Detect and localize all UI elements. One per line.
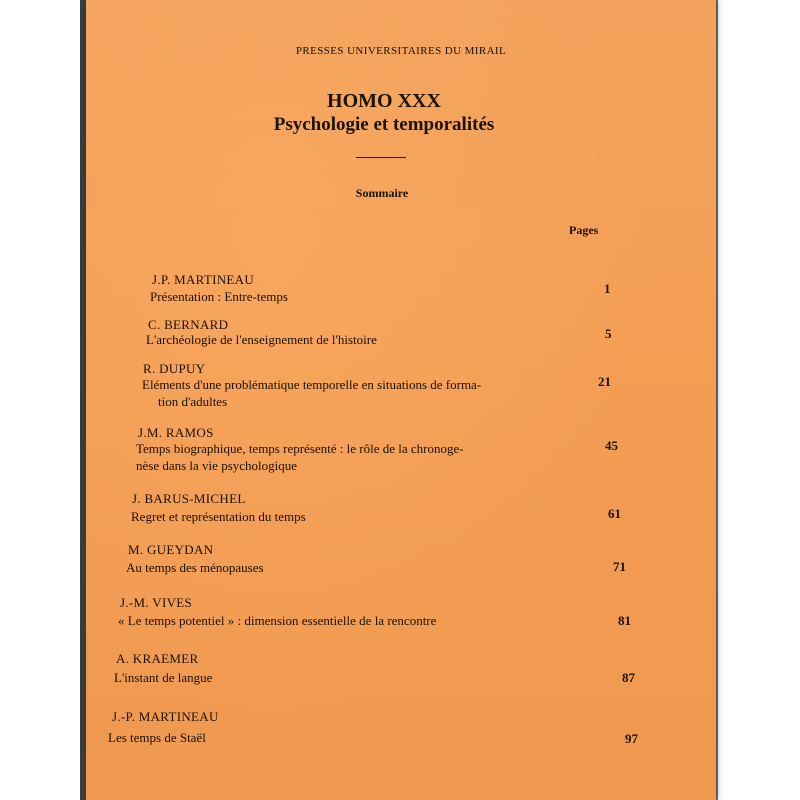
entry-title: L'instant de langue [114, 670, 213, 685]
entry-author: J.P. MARTINEAU [152, 272, 255, 287]
entry-title: Temps biographique, temps représenté : le rôle de la chronoge- [136, 441, 464, 456]
entry-author: M. GUEYDAN [128, 542, 214, 557]
document-page [86, 0, 716, 800]
entry-author: J.-M. VIVES [120, 595, 193, 610]
entry-author: J.-P. MARTINEAU [112, 709, 219, 724]
volume-title: HOMO XXX [327, 90, 441, 112]
contents-heading: Sommaire [355, 186, 409, 200]
entry-page-number: 1 [604, 281, 611, 296]
entry-title-continuation: nèse dans la vie psychologique [136, 458, 298, 473]
entry-author: C. BERNARD [148, 317, 229, 332]
entry-title: Au temps des ménopauses [126, 560, 264, 575]
entry-title: Eléments d'une problématique temporelle en situations de forma- [142, 377, 482, 392]
entry-page-number: 61 [608, 506, 621, 521]
entry-author: J.M. RAMOS [138, 425, 214, 440]
entry-page-number: 5 [605, 326, 612, 341]
entry-title: Les temps de Staël [108, 730, 206, 745]
entry-author: R. DUPUY [143, 361, 206, 376]
volume-subtitle: Psychologie et temporalités [273, 114, 495, 135]
entry-title: L'archéologie de l'enseignement de l'histoire [146, 332, 377, 347]
title-divider [356, 157, 406, 158]
entry-page-number: 87 [622, 670, 635, 685]
entry-page-number: 97 [625, 731, 638, 746]
publisher-name: PRESSES UNIVERSITAIRES DU MIRAIL [295, 45, 507, 57]
entry-page-number: 81 [618, 613, 631, 628]
entry-page-number: 71 [613, 559, 626, 574]
entry-author: A. KRAEMER [116, 651, 199, 666]
entry-title-continuation: tion d'adultes [158, 394, 228, 409]
entry-author: J. BARUS-MICHEL [132, 491, 246, 506]
photo-margin [718, 0, 800, 800]
entry-page-number: 21 [598, 374, 611, 389]
entry-page-number: 45 [605, 438, 618, 453]
entry-title: Présentation : Entre-temps [150, 289, 288, 304]
pages-column-heading: Pages [569, 223, 599, 237]
entry-title: Regret et représentation du temps [131, 509, 306, 524]
entry-title: « Le temps potentiel » : dimension essentielle de la rencontre [118, 613, 437, 628]
